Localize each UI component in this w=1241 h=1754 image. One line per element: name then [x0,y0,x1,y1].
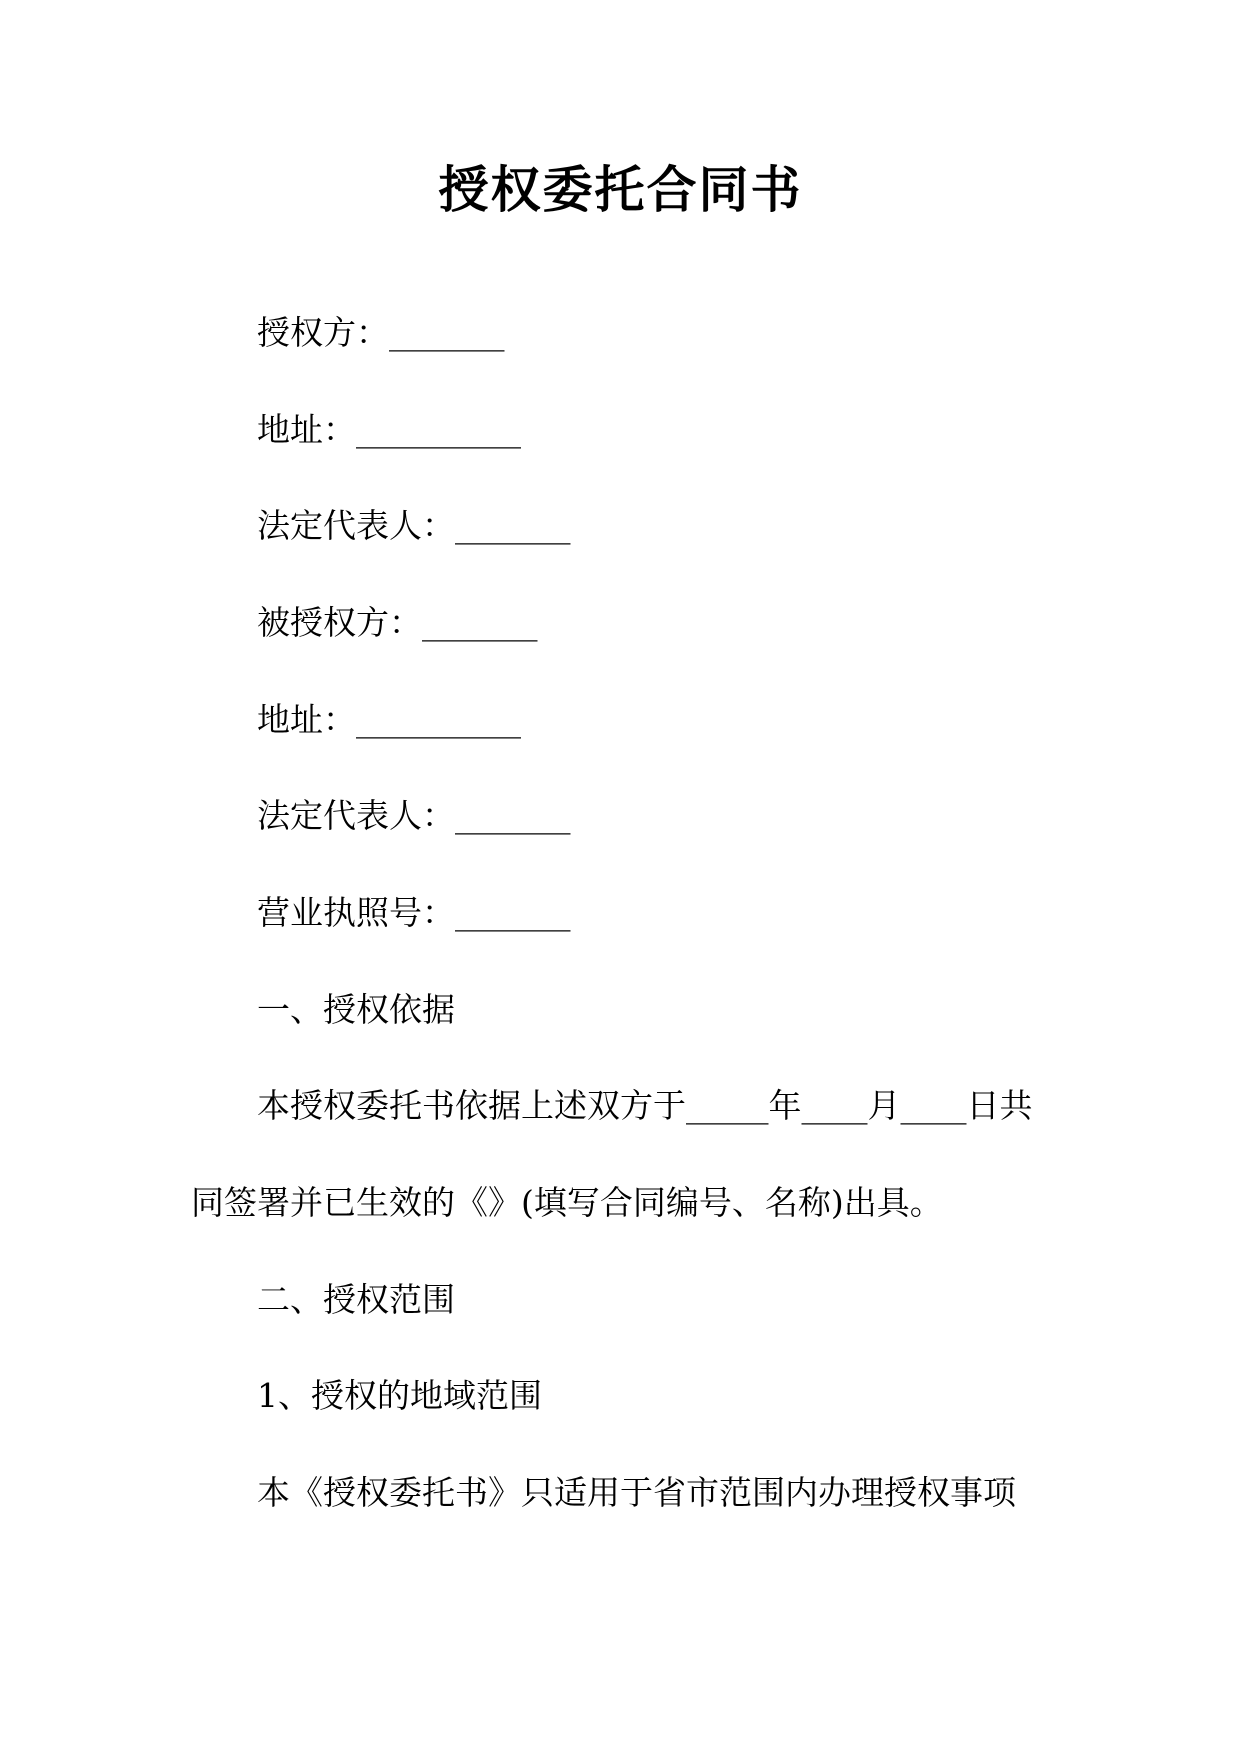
grantee-address-field: 地址：__________ [257,700,521,739]
basis-paragraph-line-2: 同签署并已生效的《》(填写合同编号、名称)出具。 [191,1183,943,1222]
subsection-heading-geographic-scope: 1、授权的地域范围 [257,1376,542,1415]
grantee-legal-rep-field: 法定代表人：_______ [257,796,571,835]
grantor-address-field: 地址：__________ [257,410,521,449]
grantee-field: 被授权方：_______ [257,603,538,642]
business-license-field: 营业执照号：_______ [257,893,571,932]
scope-paragraph-line-1: 本《授权委托书》只适用于省市范围内办理授权事项 [257,1473,1016,1512]
section-heading-scope: 二、授权范围 [257,1280,455,1319]
section-heading-basis: 一、授权依据 [257,990,455,1029]
basis-paragraph-line-1: 本授权委托书依据上述双方于_____年____月____日共 [257,1086,1033,1125]
grantor-field: 授权方：_______ [257,313,505,352]
grantor-legal-rep-field: 法定代表人：_______ [257,506,571,545]
document-title: 授权委托合同书 [438,160,803,219]
